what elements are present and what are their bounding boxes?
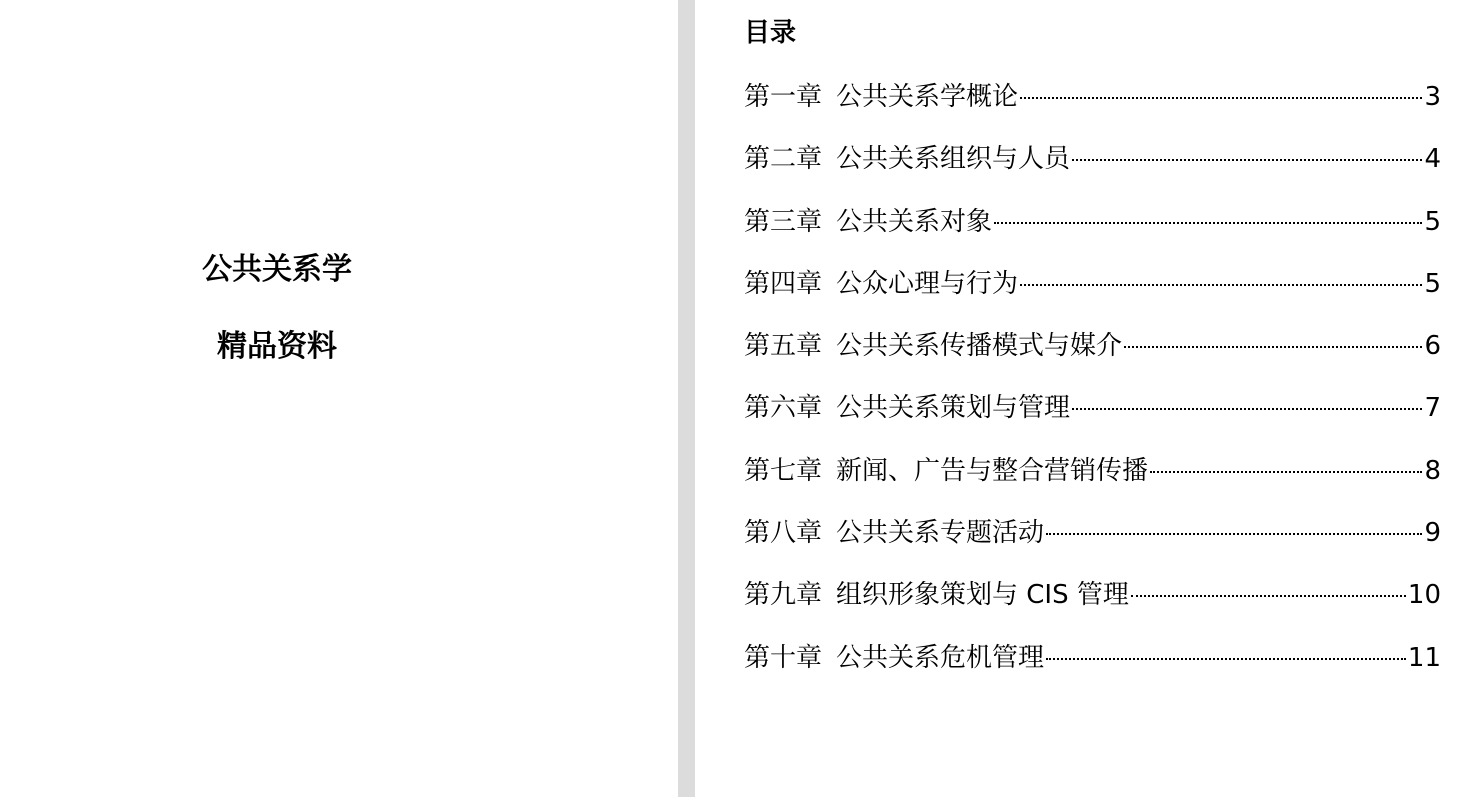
toc-dot-leader	[1072, 408, 1422, 410]
toc-title: 公共关系策划与管理	[836, 393, 1071, 424]
toc-title: 公众心理与行为	[836, 268, 1019, 299]
toc-page	[695, 0, 1471, 797]
toc-title: 公共关系专题活动	[836, 518, 1045, 549]
toc-title: 公共关系组织与人员	[836, 144, 1071, 175]
toc-entry[interactable]	[744, 142, 1441, 204]
toc-entry[interactable]	[744, 391, 1441, 453]
toc-entry[interactable]	[744, 454, 1441, 516]
toc-page-number: 4	[1424, 144, 1441, 175]
toc-dot-leader	[1131, 595, 1406, 597]
toc-chapter-label: 第九章	[744, 580, 823, 611]
toc-entry[interactable]	[744, 80, 1441, 142]
toc-chapter-label: 第二章	[744, 144, 823, 175]
cover-title: 公共关系学	[202, 252, 352, 287]
cover-page	[0, 0, 678, 797]
toc-chapter-label: 第三章	[744, 206, 823, 237]
toc-page-number: 9	[1424, 518, 1441, 549]
toc-page-number: 10	[1407, 580, 1441, 611]
toc-page-number: 3	[1424, 82, 1441, 112]
toc-dot-leader	[1046, 658, 1406, 660]
toc-chapter-label: 第五章	[744, 331, 823, 362]
toc-dot-leader	[1020, 97, 1422, 99]
toc-page-number: 8	[1424, 455, 1441, 486]
cover-subtitle: 精品资料	[217, 329, 337, 364]
toc-dot-leader	[1150, 471, 1422, 473]
toc-chapter-label: 第六章	[744, 393, 823, 424]
toc-dot-leader	[994, 222, 1422, 224]
toc-chapter-label: 第八章	[744, 518, 823, 549]
toc-chapter-label: 第一章	[744, 82, 823, 112]
toc-page-number: 5	[1424, 268, 1441, 299]
toc-entry[interactable]	[744, 578, 1441, 640]
toc-dot-leader	[1124, 346, 1422, 348]
toc-page-number: 5	[1424, 206, 1441, 237]
toc-title: 新闻、广告与整合营销传播	[836, 455, 1149, 486]
toc-dot-leader	[1046, 533, 1422, 535]
toc-title: 公共关系危机管理	[836, 642, 1045, 673]
toc-title: 公共关系对象	[836, 206, 993, 237]
page-separator	[678, 0, 695, 797]
toc-title: 公共关系传播模式与媒介	[836, 331, 1123, 362]
toc-list	[744, 80, 1441, 703]
toc-entry[interactable]	[744, 205, 1441, 267]
toc-heading: 目录	[744, 18, 797, 48]
toc-dot-leader	[1072, 159, 1422, 161]
toc-entry[interactable]	[744, 329, 1441, 391]
toc-page-number: 11	[1407, 642, 1441, 673]
toc-entry[interactable]	[744, 267, 1441, 329]
toc-chapter-label: 第七章	[744, 455, 823, 486]
toc-chapter-label: 第四章	[744, 268, 823, 299]
toc-title: 公共关系学概论	[836, 82, 1019, 112]
toc-entry[interactable]	[744, 641, 1441, 703]
toc-title: 组织形象策划与 CIS 管理	[836, 580, 1129, 611]
toc-page-number: 6	[1424, 331, 1441, 362]
toc-dot-leader	[1020, 284, 1422, 286]
toc-chapter-label: 第十章	[744, 642, 823, 673]
toc-page-number: 7	[1424, 393, 1441, 424]
toc-entry[interactable]	[744, 516, 1441, 578]
